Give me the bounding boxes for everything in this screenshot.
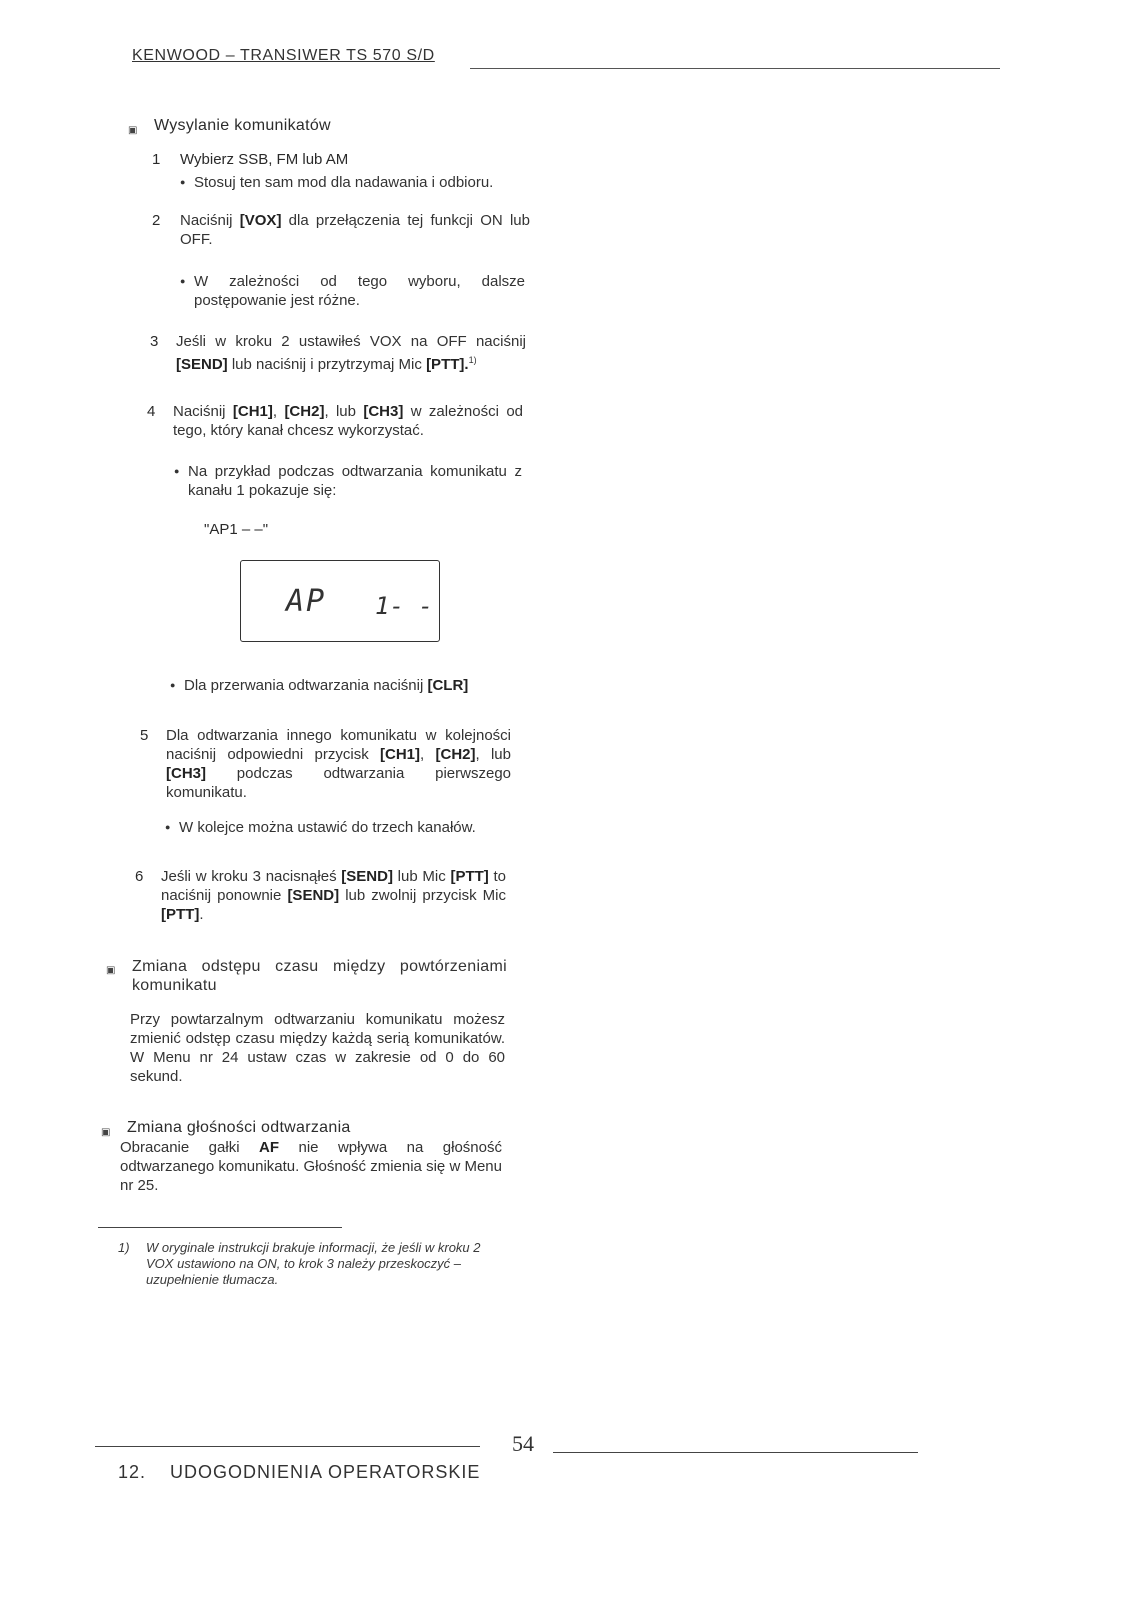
page-header: KENWOOD – TRANSIWER TS 570 S/D <box>132 47 435 64</box>
footnote-rule <box>98 1227 342 1228</box>
footnote-mark: 1) <box>118 1240 130 1255</box>
bullet-icon: ● <box>180 276 186 286</box>
step-number: 4 <box>147 403 156 420</box>
note-text: W kolejce można ustawić do trzech kanałów. <box>179 819 476 836</box>
footnote <box>118 1240 506 1288</box>
step-text: Dla odtwarzania innego komunikatu w kolejności naciśnij odpowiedni przycisk [CH1], [CH2], lub [CH3] podczas odtwarzania pierwszego komunikatu. <box>166 727 511 801</box>
step-number: 2 <box>152 212 161 229</box>
step-1 <box>152 150 530 169</box>
page-number: 54 <box>512 1431 534 1456</box>
step-number: 5 <box>140 727 149 744</box>
section-title: Zmiana odstępu czasu między powtórzeniami komunikatu <box>132 958 507 994</box>
step-6 <box>135 867 513 924</box>
bullet-icon: ● <box>174 466 180 476</box>
step-4-note-2 <box>170 676 518 695</box>
lcd-display-channel: 1- - <box>375 592 433 620</box>
step-2-note <box>180 272 525 310</box>
section-body: Przy powtarzalnym odtwarzaniu komunikatu możesz zmienić odstęp czasu między każdą serią komunikatów. W Menu nr 24 ustaw czas w zakresie od 0 do 60 sekund. <box>130 1011 505 1085</box>
bullet-icon: ● <box>170 680 176 690</box>
step-number: 6 <box>135 868 144 885</box>
footer-rule-left <box>95 1446 480 1447</box>
step-4-note <box>174 462 522 500</box>
step-5-note <box>165 818 513 837</box>
section-bullet-icon: ▣ <box>128 125 138 136</box>
note-text: Na przykład podczas odtwarzania komunikatu z kanału 1 pokazuje się: <box>188 463 522 499</box>
display-quote: "AP1 – –" <box>204 521 269 538</box>
section-bullet-icon: ▣ <box>106 965 116 976</box>
section-body: Obracanie gałki AF nie wpływa na głośność odtwarzanego komunikatu. Głośność zmienia się w Menu nr 25. <box>120 1139 502 1194</box>
step-number: 3 <box>150 333 159 350</box>
step-number: 1 <box>152 151 161 168</box>
header-rule <box>470 68 1000 69</box>
bullet-icon: ● <box>165 822 171 832</box>
step-5 <box>140 726 518 802</box>
step-text: Naciśnij [VOX] dla przełączenia tej funkcji ON lub OFF. <box>180 212 530 248</box>
step-1-note <box>180 173 530 192</box>
footer-chapter: 12. UDOGODNIENIA OPERATORSKIE <box>118 1462 481 1482</box>
note-text: Stosuj ten sam mod dla nadawania i odbioru. <box>194 174 494 191</box>
footer-rule-right <box>553 1452 918 1453</box>
step-text: Jeśli w kroku 2 ustawiłeś VOX na OFF naciśnij [SEND] lub naciśnij i przytrzymaj Mic [PTT].$^{1)}$ <box>176 333 526 373</box>
lcd-display-mode: AP <box>286 584 327 619</box>
footnote-text: W oryginale instrukcji brakuje informacji, że jeśli w kroku 2 VOX ustawiono na ON, to krok 3 należy przeskoczyć – uzupełnienie tłumacza. <box>146 1240 481 1287</box>
step-2 <box>152 211 530 249</box>
section-title: Zmiana głośności odtwarzania <box>127 1119 351 1136</box>
note-text: W zależności od tego wyboru, dalsze postępowanie jest różne. <box>194 273 525 309</box>
section-bullet-icon: ▣ <box>101 1127 111 1138</box>
step-text: Naciśnij [CH1], [CH2], lub [CH3] w zależności od tego, który kanał chcesz wykorzystać. <box>173 403 524 439</box>
section-title: Wysylanie komunikatów <box>154 117 331 134</box>
step-3 <box>150 332 528 374</box>
note-text: Dla przerwania odtwarzania naciśnij [CLR] <box>184 677 469 694</box>
step-text: Jeśli w kroku 3 nacisnąłeś [SEND] lub Mic [PTT] to naciśnij ponownie [SEND] lub zwolnij przycisk Mic [PTT]. <box>161 868 507 923</box>
step-text: Wybierz SSB, FM lub AM <box>180 151 349 168</box>
bullet-icon: ● <box>180 177 186 187</box>
step-4 <box>147 402 525 440</box>
